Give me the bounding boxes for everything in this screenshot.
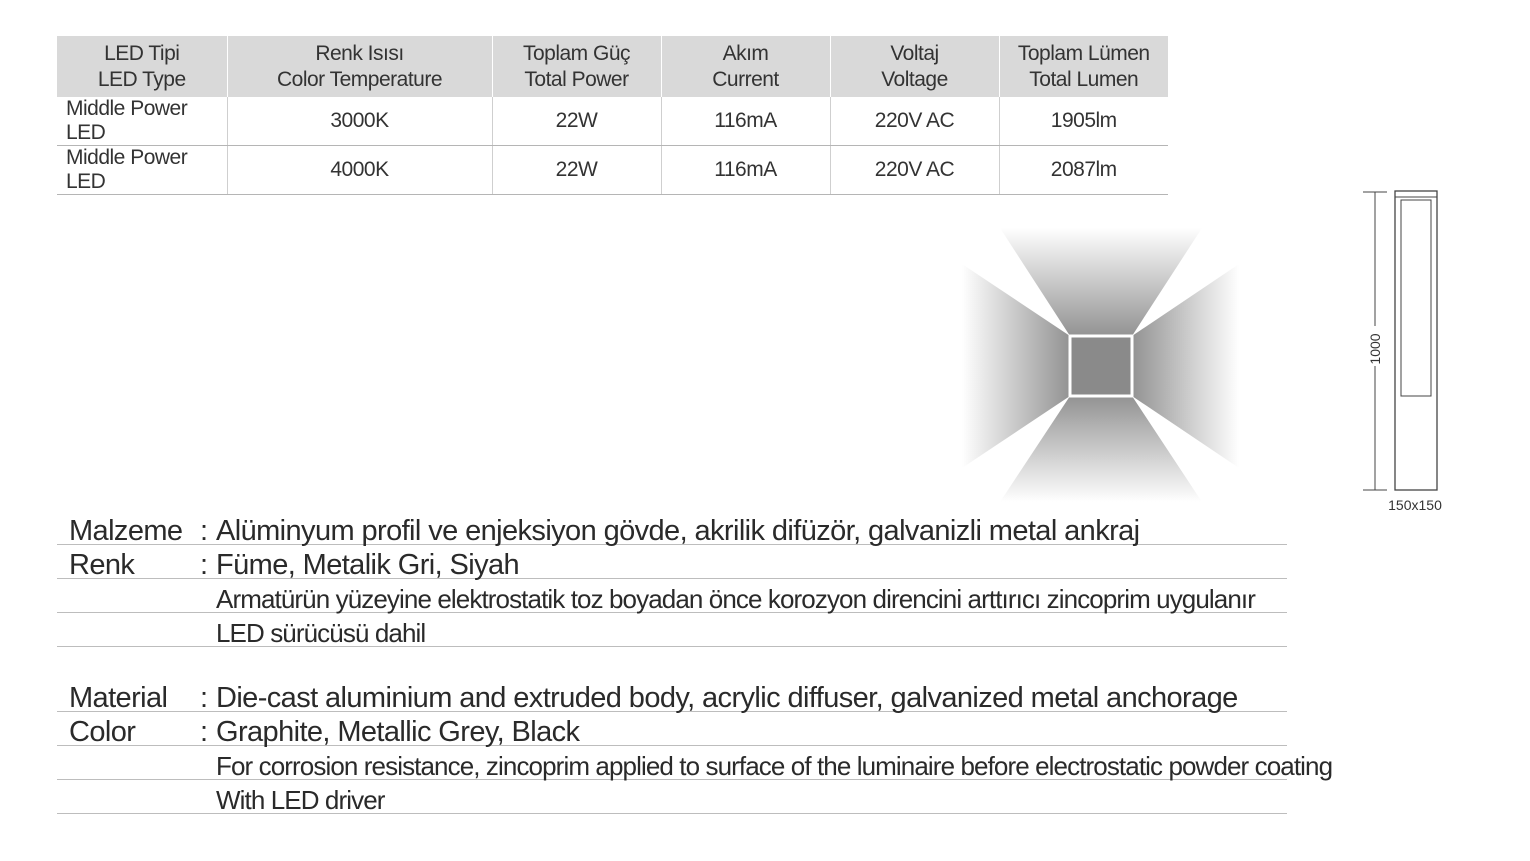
driver-note: LED sürücüsü dahil xyxy=(216,618,426,648)
driver-note: With LED driver xyxy=(216,785,385,815)
header-total-power xyxy=(492,36,661,97)
header-total-lumen xyxy=(999,36,1168,97)
header-en: LED Type xyxy=(97,67,186,91)
header-en: Total Power xyxy=(524,67,629,91)
coating-note: Armatürün yüzeyine elektrostatik toz boyadan önce korozyon direncini arttırıcı zincoprim uygulanır xyxy=(216,584,1256,614)
header-led-type xyxy=(57,36,227,97)
description-turkish xyxy=(57,511,1287,647)
color-row xyxy=(57,712,1287,746)
base-dimension: 150x150 xyxy=(1388,497,1442,513)
header-en: Color Temperature xyxy=(276,67,443,91)
cell-voltage: 220V AC xyxy=(830,97,999,146)
cell-current: 116mA xyxy=(661,146,830,195)
dimension-lines xyxy=(1360,186,1480,516)
cell-led-type: Middle Power LED xyxy=(57,97,227,146)
cell-total-power: 22W xyxy=(492,97,661,146)
color-row xyxy=(57,545,1287,579)
header-en: Voltage xyxy=(881,67,948,91)
material-row xyxy=(57,511,1287,545)
color-value: Füme, Metalik Gri, Siyah xyxy=(216,549,520,581)
cell-led-type: Middle Power LED xyxy=(57,146,227,195)
spec-table-header xyxy=(57,36,1168,97)
header-tr: Voltaj xyxy=(890,41,939,65)
material-label: Material xyxy=(69,682,168,714)
cell-color-temperature: 3000K xyxy=(227,97,492,146)
header-en: Total Lumen xyxy=(1029,67,1139,91)
material-label: Malzeme xyxy=(69,515,183,547)
color-label: Renk xyxy=(69,549,135,581)
cell-total-power: 22W xyxy=(492,146,661,195)
material-value: Die-cast aluminium and extruded body, acrylic diffuser, galvanized metal anchorage xyxy=(216,682,1238,714)
header-tr: LED Tipi xyxy=(104,41,180,65)
height-dimension: 1000 xyxy=(1367,333,1383,365)
light-distribution-diagram xyxy=(962,228,1239,502)
separator: : xyxy=(200,716,209,748)
header-tr: Renk Isısı xyxy=(315,41,404,65)
dimension-drawing xyxy=(1360,186,1480,516)
cell-current: 116mA xyxy=(661,97,830,146)
header-voltage xyxy=(830,36,999,97)
header-color-temperature xyxy=(227,36,492,97)
cell-voltage: 220V AC xyxy=(830,146,999,195)
luminaire-square xyxy=(1070,336,1132,396)
separator: : xyxy=(200,515,209,547)
header-tr: Toplam Lümen xyxy=(1017,41,1150,65)
cell-total-lumen: 1905lm xyxy=(999,97,1168,146)
description-english xyxy=(57,678,1333,815)
separator: : xyxy=(200,682,209,714)
note-row xyxy=(57,780,1287,814)
header-current xyxy=(661,36,830,97)
table-row xyxy=(57,97,1168,146)
table-row xyxy=(57,146,1168,195)
material-value: Alüminyum profil ve enjeksiyon gövde, akrilik difüzör, galvanizli metal ankraj xyxy=(216,515,1140,547)
separator: : xyxy=(200,549,209,581)
header-en: Current xyxy=(712,67,779,91)
coating-note: For corrosion resistance, zincoprim applied to surface of the luminaire before electrostatic powder coating xyxy=(216,751,1333,781)
color-label: Color xyxy=(69,716,136,748)
cell-total-lumen: 2087lm xyxy=(999,146,1168,195)
spec-table xyxy=(57,36,1168,195)
cell-color-temperature: 4000K xyxy=(227,146,492,195)
color-value: Graphite, Metallic Grey, Black xyxy=(216,716,580,748)
material-row xyxy=(57,678,1287,712)
note-row xyxy=(57,613,1287,647)
note-row xyxy=(57,746,1333,781)
header-tr: Toplam Güç xyxy=(522,41,631,65)
header-tr: Akım xyxy=(722,41,769,65)
note-row xyxy=(57,579,1287,613)
